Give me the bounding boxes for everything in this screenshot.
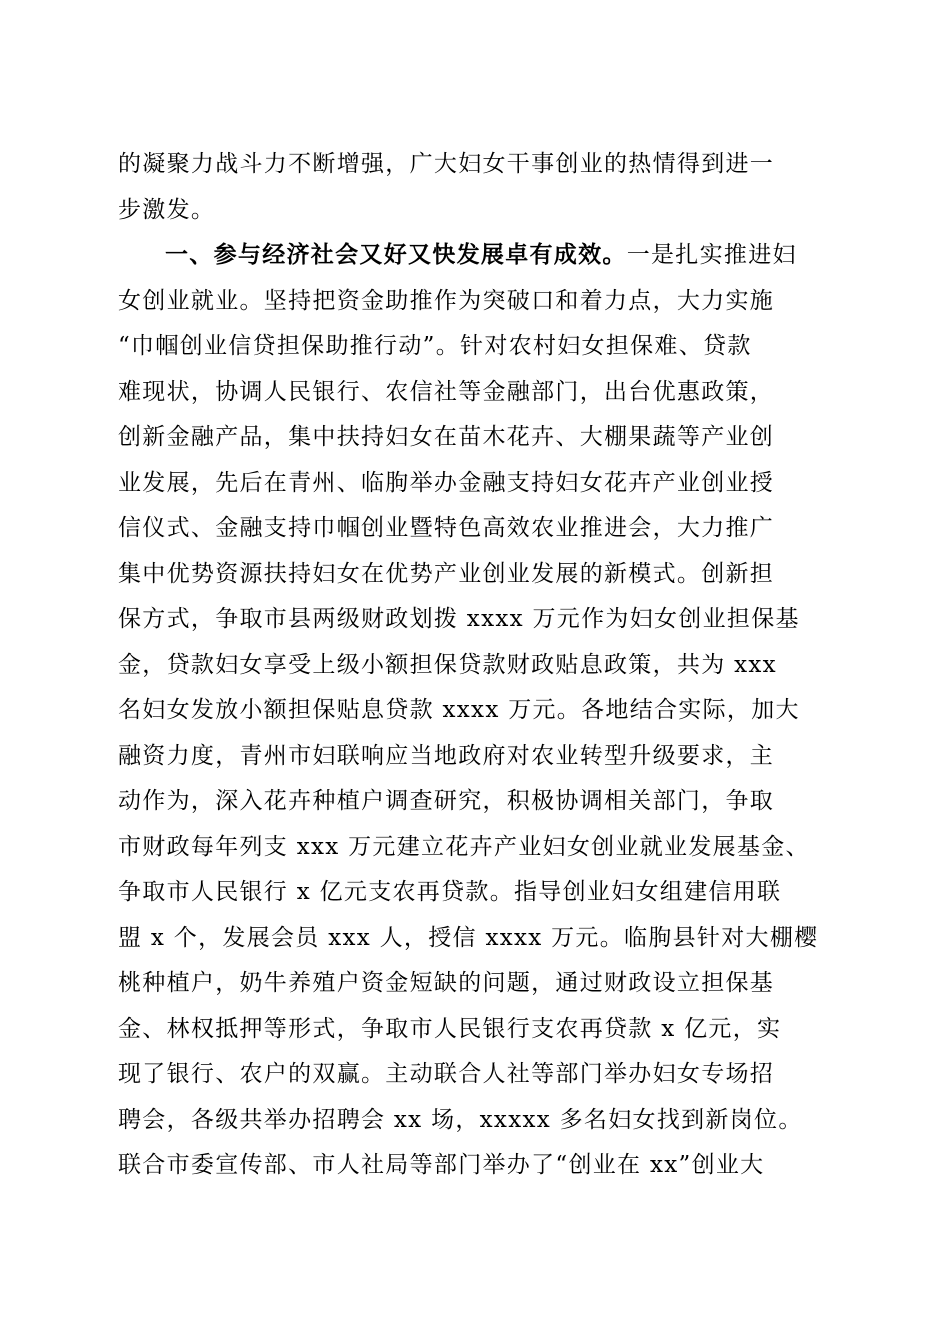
paragraph-line: 动作为，深入花卉种植户调查研究，积极协调相关部门，争取	[118, 788, 775, 814]
paragraph-line: 业发展，先后在青州、临朐举办金融支持妇女花卉产业创业授	[118, 470, 775, 496]
paragraph-line: 市财政每年列支 xxx 万元建立花卉产业妇女创业就业发展基金、	[118, 834, 810, 860]
paragraph-line: 盟 x 个，发展会员 xxx 人，授信 xxxx 万元。临朐县针对大棚樱	[118, 925, 819, 951]
paragraph-line: 的凝聚力战斗力不断增强，广大妇女干事创业的热情得到进一	[118, 151, 775, 177]
paragraph-line: 聘会，各级共举办招聘会 xx 场，xxxxx 多名妇女找到新岗位。	[118, 1107, 803, 1133]
paragraph-line: 现了银行、农户的双赢。主动联合人社等部门举办妇女专场招	[118, 1061, 775, 1087]
section-heading-line	[165, 240, 797, 270]
paragraph-line: 联合市委宣传部、市人社局等部门举办了“创业在 xx”创业大	[118, 1152, 765, 1178]
paragraph-line: 步激发。	[118, 197, 216, 223]
paragraph-line: 金，贷款妇女享受上级小额担保贷款财政贴息政策，共为 xxx	[118, 652, 777, 678]
paragraph-line: “巾帼创业信贷担保助推行动”。针对农村妇女担保难、贷款	[118, 333, 752, 359]
paragraph-line: 信仪式、金融支持巾帼创业暨特色高效农业推进会，大力推广	[118, 515, 775, 541]
paragraph-line: 难现状，协调人民银行、农信社等金融部门，出台优惠政策，	[118, 379, 775, 405]
paragraph-line: 集中优势资源扶持妇女在优势产业创业发展的新模式。创新担	[118, 561, 775, 587]
section-heading: 一、参与经济社会又好又快发展卓有成效。	[165, 241, 627, 268]
paragraph-line: 金、林权抵押等形式，争取市人民银行支农再贷款 x 亿元，实	[118, 1016, 782, 1042]
paragraph-line: 融资力度，青州市妇联响应当地政府对农业转型升级要求，主	[118, 743, 775, 769]
section-heading-tail: 一是扎实推进妇	[626, 242, 797, 268]
paragraph-line: 女创业就业。坚持把资金助推作为突破口和着力点，大力实施	[118, 288, 775, 314]
paragraph-line: 保方式，争取市县两级财政划拨 xxxx 万元作为妇女创业担保基	[118, 606, 800, 632]
paragraph-line: 桃种植户，奶牛养殖户资金短缺的问题，通过财政设立担保基	[118, 970, 775, 996]
paragraph-line: 争取市人民银行 x 亿元支农再贷款。指导创业妇女组建信用联	[118, 879, 782, 905]
paragraph-line: 创新金融产品，集中扶持妇女在苗木花卉、大棚果蔬等产业创	[118, 424, 775, 450]
paragraph-line: 名妇女发放小额担保贴息贷款 xxxx 万元。各地结合实际，加大	[118, 697, 800, 723]
